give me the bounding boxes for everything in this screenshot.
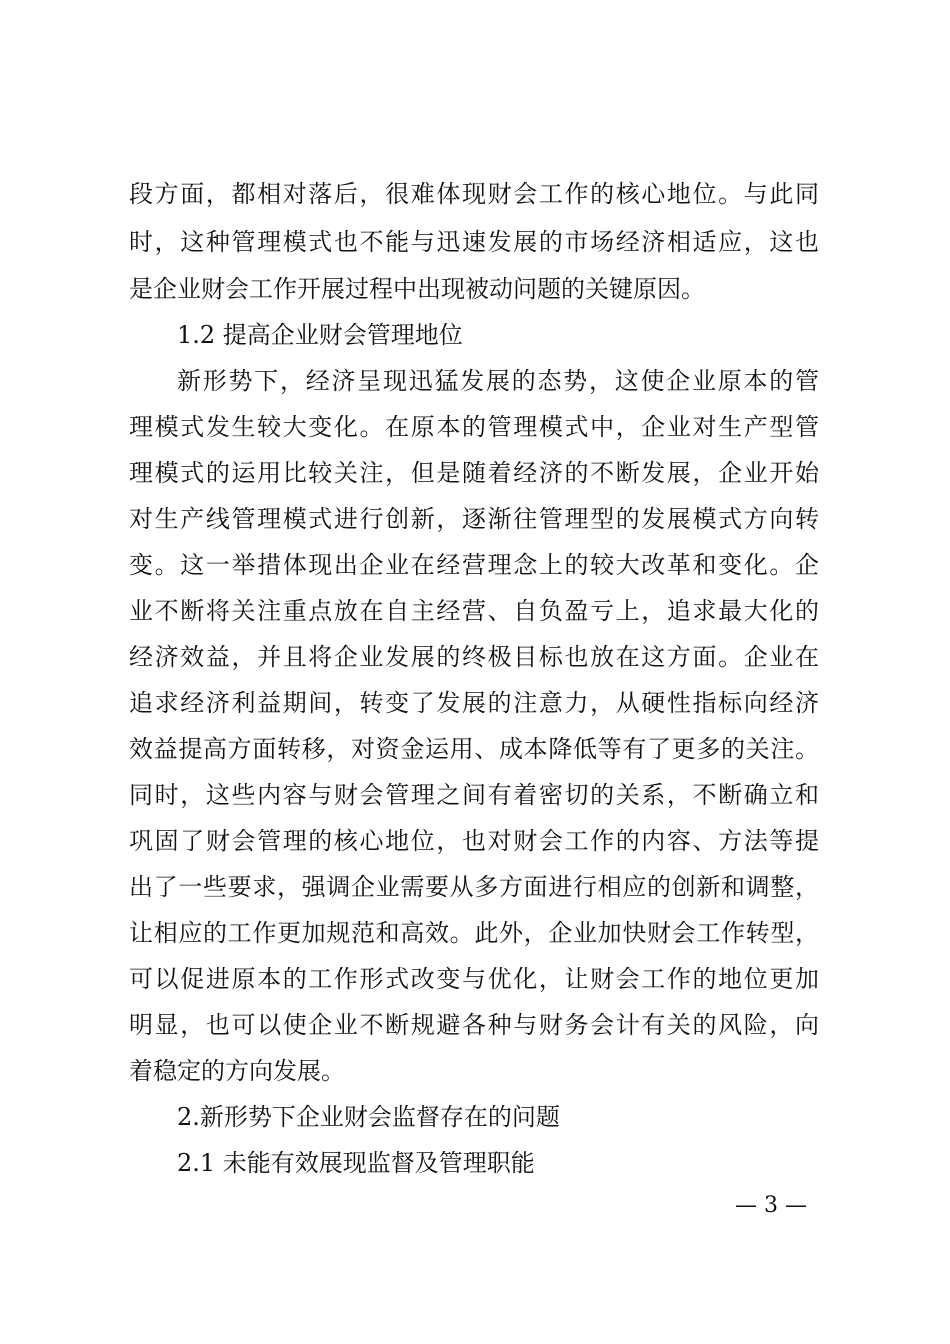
paragraph-line: 时，这种管理模式也不能与迅速发展的市场经济相适应，这也 [129, 228, 819, 256]
paragraph-line: 经济效益，并且将企业发展的终极目标也放在这方面。企业在 [129, 643, 819, 671]
paragraph-line: 对生产线管理模式进行创新，逐渐往管理型的发展模式方向转 [129, 505, 819, 533]
paragraph-line: 是企业财会工作开展过程中出现被动问题的关键原因。 [129, 275, 705, 303]
paragraph-line: 让相应的工作更加规范和高效。此外，企业加快财会工作转型， [129, 919, 819, 947]
paragraph-line: 段方面，都相对落后，很难体现财会工作的核心地位。与此同 [129, 180, 819, 208]
paragraph-line: 变。这一举措体现出企业在经营理念上的较大改革和变化。企 [129, 551, 819, 579]
paragraph-line: 明显，也可以使企业不断规避各种与财务会计有关的风险，向 [129, 1011, 819, 1039]
paragraph-line: 新形势下，经济呈现迅猛发展的态势，这使企业原本的管 [177, 367, 819, 395]
paragraph-line: 巩固了财会管理的核心地位，也对财会工作的内容、方法等提 [129, 827, 819, 855]
paragraph-line: 着稳定的方向发展。 [129, 1057, 345, 1085]
paragraph-line: 同时，这些内容与财会管理之间有着密切的关系，不断确立和 [129, 781, 819, 809]
paragraph-line: 可以促进原本的工作形式改变与优化，让财会工作的地位更加 [129, 965, 819, 993]
paragraph-line: 效益提高方面转移，对资金运用、成本降低等有了更多的关注。 [129, 735, 819, 763]
section-heading-1-2: 1.2 提高企业财会管理地位 [177, 321, 463, 349]
paragraph-line: 追求经济利益期间，转变了发展的注意力，从硬性指标向经济 [129, 689, 819, 717]
paragraph-line: 理模式的运用比较关注，但是随着经济的不断发展，企业开始 [129, 459, 819, 487]
section-heading-2-1: 2.1 未能有效展现监督及管理职能 [177, 1149, 535, 1177]
paragraph-line: 理模式发生较大变化。在原本的管理模式中，企业对生产型管 [129, 413, 819, 441]
paragraph-line: 业不断将关注重点放在自主经营、自负盈亏上，追求最大化的 [129, 597, 819, 625]
paragraph-line: 出了一些要求，强调企业需要从多方面进行相应的创新和调整， [129, 873, 819, 901]
page-number: — 3 — [735, 1193, 807, 1218]
section-heading-2: 2.新形势下企业财会监督存在的问题 [177, 1103, 560, 1131]
